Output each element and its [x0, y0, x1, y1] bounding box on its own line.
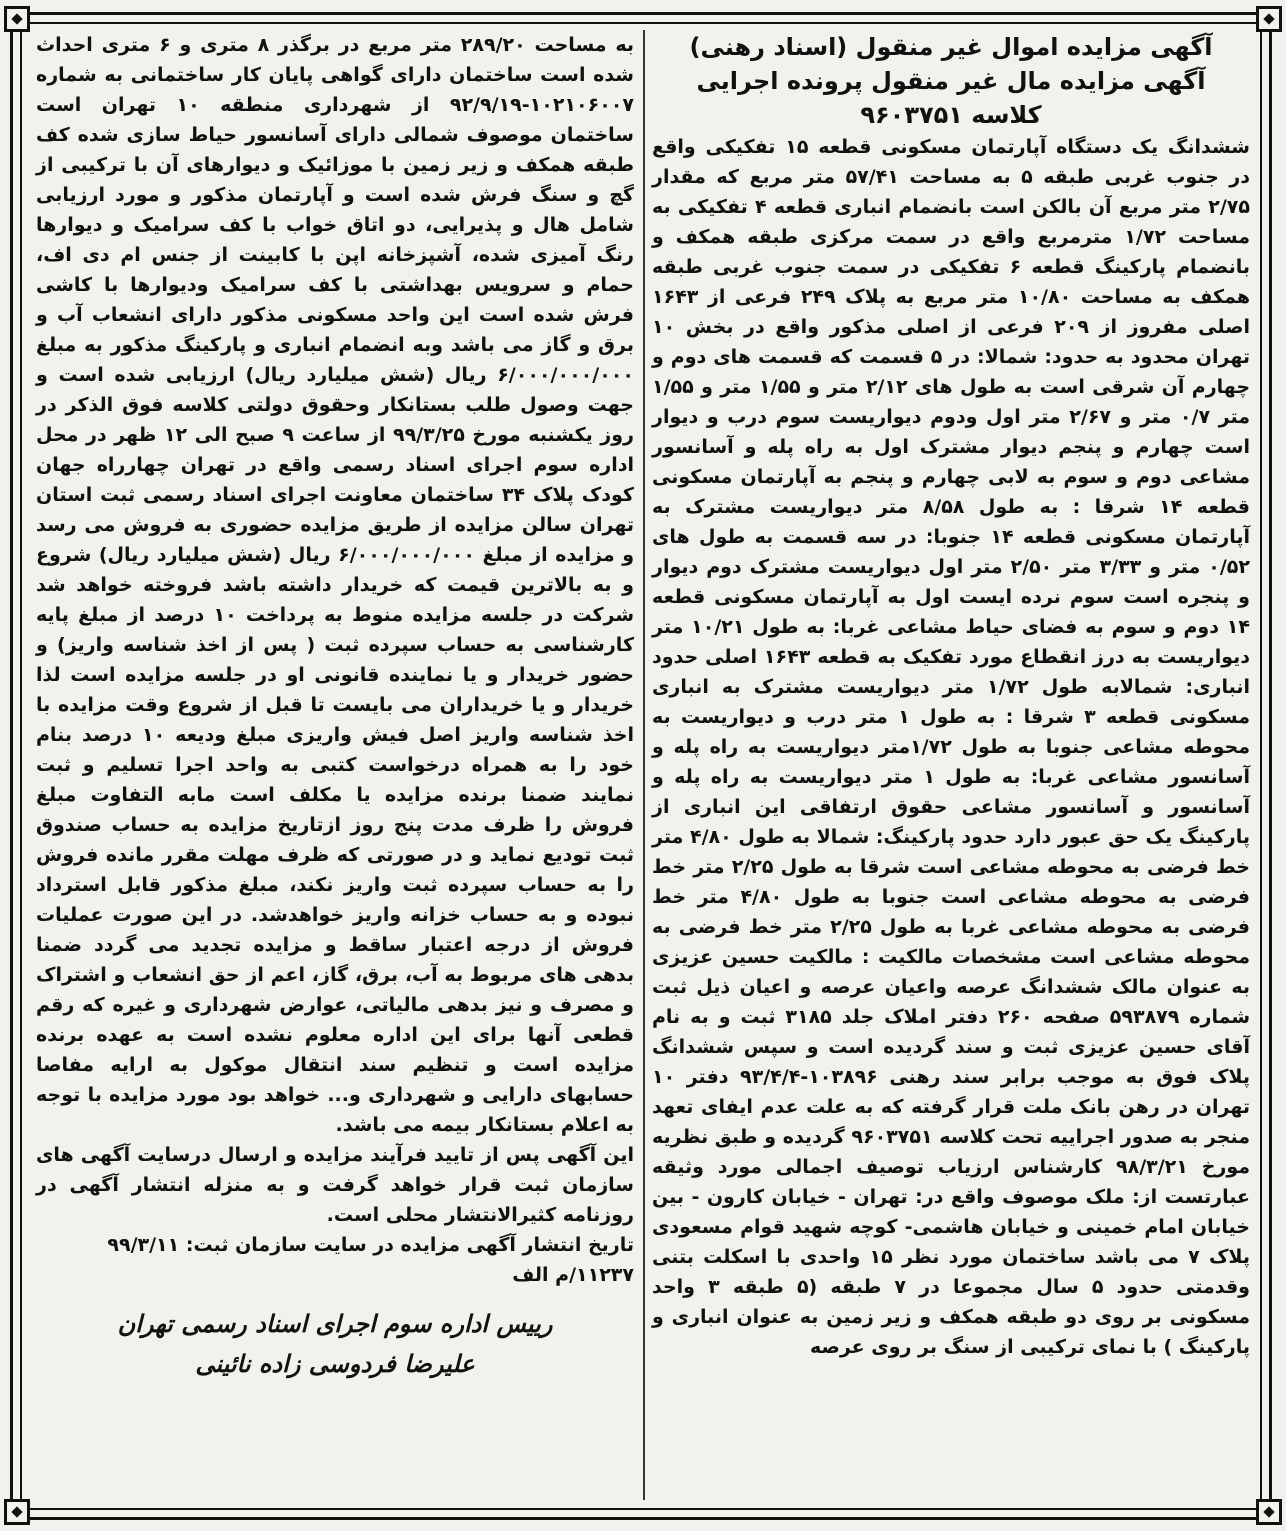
column-divider — [643, 30, 645, 1500]
corner-ornament — [4, 1499, 30, 1525]
corner-ornament — [1256, 6, 1282, 32]
right-column — [652, 30, 1250, 1362]
reference-number: ۱۱۲۳۷/م الف — [512, 1264, 634, 1286]
signature-block — [36, 1304, 634, 1384]
signature-name: علیرضا فردوسی زاده نائینی — [195, 1350, 475, 1378]
body-text-left: به مساحت ۲۸۹/۲۰ متر مربع در برگذر ۸ متری و ۶ متری احداث شده است ساختمان دارای گواهی پایان کار ساختمانی به شماره ۱۰۲۱۰۶۰۰۷-۹۲/۹/۱۹ از شهرداری منطقه ۱۰ تهران است ساختمان موصوف شمالی دارای آسانسور حیاط سازی شده کف طبقه همکف و زیر زمین با موزائیک و دیوارهای آن با ترکیبی از گچ و سنگ فرش شده است و آپارتمان مذکور و مورد ارزیابی شامل هال و پذیرایی، دو اتاق خواب با کف سرامیک و دیوارها رنگ آمیزی شده، آشپزخانه اپن با کابینت از جنس ام دی اف، حمام و سرویس بهداشتی با کف سرامیک ودیوارها با کاشی فرش شده است این واحد مسکونی مذکور دارای انشعاب آب و برق و گاز می باشد وبه انضمام انباری و پارکینگ مذکور به مبلغ ۶/۰۰۰/۰۰۰/۰۰۰ ریال (شش میلیارد ریال) ارزیابی شده است و جهت وصول طلب بستانکار وحقوق دولتی کلاسه فوق الذکر در روز یکشنبه مورخ ۹۹/۳/۲۵ از ساعت ۹ صبح الی ۱۲ ظهر در محل اداره سوم اجرای اسناد رسمی واقع در تهران چهارراه جهان کودک پلاک ۳۴ ساختمان معاونت اجرای اسناد رسمی ثبت استان تهران سالن مزایده از طریق مزایده حضوری به فروش می رسد و مزایده از مبلغ ۶/۰۰۰/۰۰۰/۰۰۰ ریال (شش میلیارد ریال) شروع و به بالاترین قیمت که خریدار داشته باشد فروخته خواهد شد شرکت در جلسه مزایده منوط به پرداخت ۱۰ درصد از مبلغ پایه کارشناسی به حساب سپرده ثبت ( پس از اخذ شناسه واریز) و حضور خریدار و یا نماینده قانونی او در جلسه مزایده است لذا خریدار و یا خریداران می بایست تا قبل از شروع وقت مزایده با اخذ شناسه واریز اصل فیش واریزی مبلغ ودیعه ۱۰ درصد بنام خود را به همراه درخواست کتبی به واحد اجرا تسلیم و ثبت نمایند ضمنا برنده مزایده یا مکلف است مابه التفاوت مبلغ فروش را ظرف مدت پنج روز ازتاریخ مزایده به حساب صندوق ثبت تودیع نماید و در صورتی که ظرف مهلت مقرر مانده فروش را به حساب سپرده ثبت واریز نکند، مبلغ مذکور قابل استرداد نبوده و به حساب خزانه واریز خواهدشد. در این صورت عملیات فروش از درجه اعتبار ساقط و مزایده تجدید می گردد ضمنا بدهی های مربوط به آب، برق، گاز، اعم از حق انشعاب و اشتراک و مصرف و نیز بدهی مالیاتی، عوارض شهرداری و غیره که رقم قطعی آنها برای این اداره معلوم نشده است به عهده برنده مزایده است و تنظیم سند انتقال موکول به ارایه مفاصا حسابهای دارایی و شهرداری و... خواهد بود مورد مزایده با توجه به اعلام بستانکار بیمه می باشد. — [36, 34, 635, 1136]
corner-ornament — [4, 6, 30, 32]
publish-date: تاریخ انتشار آگهی مزایده در سایت سازمان ثبت: ۹۹/۳/۱۱ — [107, 1234, 634, 1256]
body-text-right: ششدانگ یک دستگاه آپارتمان مسکونی قطعه ۱۵ تفکیکی واقع در جنوب غربی طبقه ۵ به مساحت ۵۷/۴۱ متر مربع که مقدار ۲/۷۵ متر مربع آن بالکن است بانضمام انباری قطعه ۴ تفکیکی به مساحت ۱/۷۲ مترمربع واقع در سمت مرکزی طبقه همکف و بانضمام پارکینگ قطعه ۶ تفکیکی در سمت جنوب غربی طبقه همکف به مساحت ۱۰/۸۰ متر مربع به پلاک ۲۴۹ فرعی از ۱۶۴۳ اصلی مفروز از ۲۰۹ فرعی از اصلی مذکور واقع در بخش ۱۰ تهران محدود به حدود: شمالا: در ۵ قسمت که قسمت های دوم و چهارم آن شرقی است به طول های ۲/۱۲ متر و ۱/۵۵ متر و ۱/۵۵ متر ۰/۷ متر و ۲/۶۷ متر اول ودوم دیواریست سوم درب و دیوار است چهارم و پنجم دیوار مشترک اول به راه پله و آسانسور مشاعی دوم و سوم به لابی چهارم و پنجم به آپارتمان مسکونی قطعه ۱۴ شرقا : به طول ۸/۵۸ متر دیواریست مشترک به آپارتمان مسکونی قطعه ۱۴ جنوبا: در سه قسمت به طول های ۰/۵۲ متر و ۳/۳۳ متر ۲/۵۰ متر اول دیواریست مشترک دوم دیوار و پنجره است سوم نرده ایست اول به آپارتمان مسکونی قطعه ۱۴ دوم و سوم به فضای حیاط مشاعی غربا: به طول ۱۰/۲۱ متر دیواریست به درز انقطاع مورد تفکیک به قطعه ۱۶۴۳ اصلی حدود انباری: شمالابه طول ۱/۷۲ متر دیواریست مشترک به انباری مسکونی قطعه ۳ شرقا : به طول ۱ متر درب و دیواریست به محوطه مشاعی جنوبا به طول ۱/۷۲متر دیواریست به راه پله و آسانسور مشاعی غربا: به طول ۱ متر دیواریست به راه پله و آسانسور و آسانسور مشاعی حقوق ارتفاقی این انباری از پارکینگ یک حق عبور دارد حدود پارکینگ: شمالا به طول ۴/۸۰ متر خط فرضی به محوطه مشاعی است شرقا به طول ۲/۲۵ متر خط فرضی به محوطه مشاعی است جنوبا به طول ۴/۸۰ متر خط فرضی به محوطه مشاعی غربا به طول ۲/۲۵ متر خط فرضی به محوطه مشاعی است مشخصات مالکیت : مالکیت حسین عزیزی به عنوان مالک ششدانگ عرصه واعیان عرصه و اعیان ذیل ثبت شماره ۵۹۳۸۷۹ صفحه ۲۶۰ دفتر املاک جلد ۳۱۸۵ ثبت و به نام آقای حسین عزیزی ثبت و سند گردیده است و سپس ششدانگ پلاک فوق به موجب برابر سند رهنی ۱۰۳۸۹۶-۹۳/۴/۴ دفتر ۱۰ تهران در رهن بانک ملت قرار گرفته که به علت عدم ایفای تعهد منجر به صدور اجراییه تحت کلاسه ۹۶۰۳۷۵۱ گردیده و طبق نظریه مورخ ۹۸/۳/۲۱ کارشناس ارزیاب توصیف اجمالی مورد وثیقه عبارتست از: ملک موصوف واقع در: تهران - خیابان کارون - بین خیابان امام خمینی و خیابان هاشمی- کوچه شهید قوام مسعودی پلاک ۷ می باشد ساختمان مورد نظر ۱۵ واحدی با اسکلت بتنی وقدمتی حدود ۵ سال مجموعا در ۷ طبقه (۵ طبقه ۳ واحد مسکونی بر روی دو طبقه همکف و زیر زمین به عنوان انباری و پارکینگ ) با نمای ترکیبی از سنگ بر روی عرصه — [652, 136, 1251, 1358]
closing-text: این آگهی پس از تایید فرآیند مزایده و ارسال درسایت آگهی های سازمان ثبت قرار خواهد گرفت و به منزله انتشار آگهی در روزنامه کثیرالانتشار محلی است. — [36, 1144, 634, 1226]
notice-subtitle: آگهی مزایده مال غیر منقول پرونده اجرایی — [696, 67, 1206, 95]
corner-ornament — [1256, 1499, 1282, 1525]
file-number: کلاسه ۹۶۰۳۷۵۱ — [860, 101, 1042, 129]
left-column — [36, 30, 634, 1384]
notice-title: آگهی مزایده اموال غیر منقول (اسناد رهنی) — [689, 33, 1213, 61]
signature-title: رییس اداره سوم اجرای اسناد رسمی تهران — [117, 1310, 553, 1338]
notice-header — [652, 30, 1250, 132]
